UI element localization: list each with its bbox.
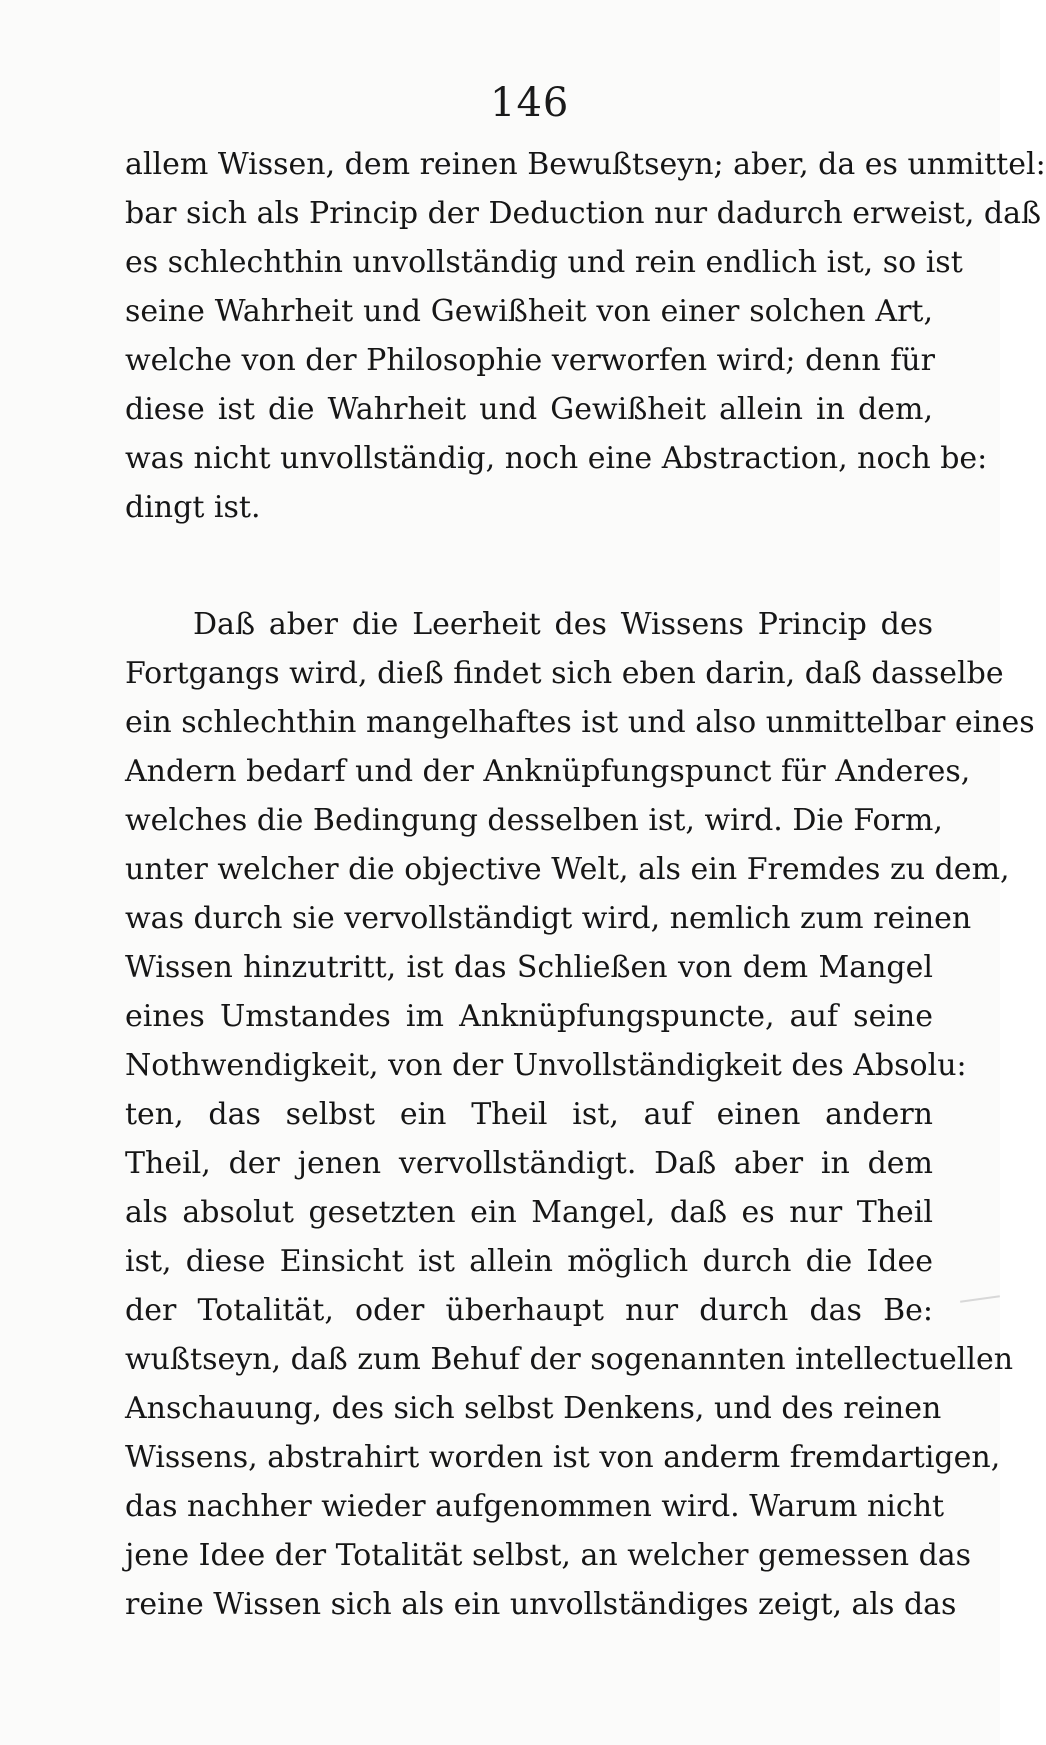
text-line: reine Wissen sich als ein unvollständiges zeigt, als das xyxy=(125,1587,957,1622)
text-line: ten, das selbst ein Theil ist, auf einen andern xyxy=(125,1097,933,1132)
text-line: das nachher wieder aufgenommen wird. Warum nicht xyxy=(125,1489,945,1524)
text-line: ein schlechthin mangelhaftes ist und also unmittelbar eines xyxy=(125,705,1035,740)
text-line: welches die Bedingung desselben ist, wird. Die Form, xyxy=(125,803,943,838)
text-line: dingt ist. xyxy=(125,490,261,525)
text-line: es schlechthin unvollständig und rein endlich ist, so ist xyxy=(125,245,963,280)
text-line: was durch sie vervollständigt wird, nemlich zum reinen xyxy=(125,901,972,936)
text-line: Anschauung, des sich selbst Denkens, und des reinen xyxy=(125,1391,942,1426)
text-line: allem Wissen, dem reinen Bewußtseyn; aber, da es unmittel: xyxy=(125,147,1046,182)
text-line: als absolut gesetzten ein Mangel, daß es nur Theil xyxy=(125,1195,933,1230)
text-line: Fortgangs wird, dieß findet sich eben darin, daß dasselbe xyxy=(125,656,1004,691)
text-line: was nicht unvollständig, noch eine Abstraction, noch be: xyxy=(125,441,988,476)
text-line: der Totalität, oder überhaupt nur durch das Be: xyxy=(125,1293,933,1328)
paragraph-2 xyxy=(125,600,1035,1629)
text-line: unter welcher die objective Welt, als ein Fremdes zu dem, xyxy=(125,852,1010,887)
text-line: Wissens, abstrahirt worden ist von anderm fremdartigen, xyxy=(125,1440,1001,1475)
page-number: 146 xyxy=(490,80,570,126)
text-line: wußtseyn, daß zum Behuf der sogenannten intellectuellen xyxy=(125,1342,1014,1377)
text-line: Nothwendigkeit, von der Unvollständigkeit des Absolu: xyxy=(125,1048,967,1083)
text-line: Theil, der jenen vervollständigt. Daß aber in dem xyxy=(125,1146,933,1181)
text-line: welche von der Philosophie verworfen wird; denn für xyxy=(125,343,935,378)
text-line: diese ist die Wahrheit und Gewißheit allein in dem, xyxy=(125,392,933,427)
paragraph-1 xyxy=(125,140,1046,532)
text-line: Daß aber die Leerheit des Wissens Princip des xyxy=(193,607,933,642)
text-line: Wissen hinzutritt, ist das Schließen von dem Mangel xyxy=(125,950,933,985)
text-line: eines Umstandes im Anknüpfungspuncte, auf seine xyxy=(125,999,933,1034)
text-line: bar sich als Princip der Deduction nur dadurch erweist, daß xyxy=(125,196,1042,231)
text-line: ist, diese Einsicht ist allein möglich durch die Idee xyxy=(125,1244,933,1279)
text-line: seine Wahrheit und Gewißheit von einer solchen Art, xyxy=(125,294,933,329)
page-edge-mark xyxy=(960,1295,1000,1303)
text-line: jene Idee der Totalität selbst, an welcher gemessen das xyxy=(125,1538,972,1573)
text-line: Andern bedarf und der Anknüpfungspunct für Anderes, xyxy=(125,754,971,789)
